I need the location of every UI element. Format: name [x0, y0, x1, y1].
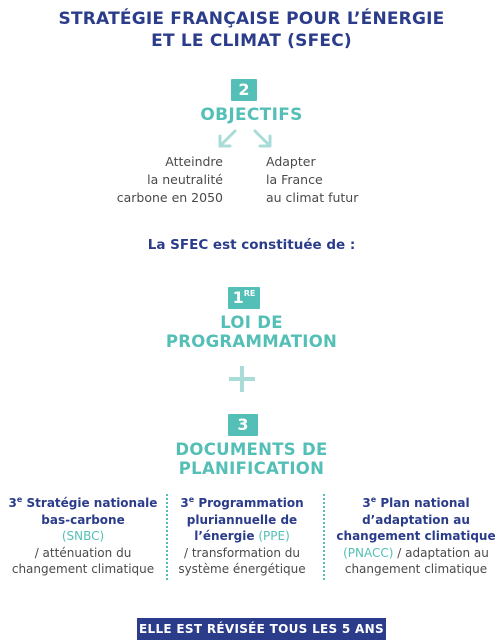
objective-left-line: la neutralité [147, 172, 223, 187]
document-snbc-acronym: (SNBC) [61, 529, 105, 543]
document-ordinal: 3 [8, 496, 17, 510]
plus-icon [227, 364, 257, 394]
document-title-part: Stratégie nationale [22, 496, 158, 510]
composition-label: La SFEC est constituée de : [147, 237, 356, 253]
document-snbc-title [2, 492, 164, 512]
law-heading-line-1: LOI DE [220, 313, 283, 332]
law-heading [0, 313, 503, 351]
column-separator [166, 494, 168, 580]
document-pnacc-desc-2: changement climatique [344, 562, 488, 576]
objectives-number-badge [231, 79, 257, 101]
revision-banner: ELLE EST RÉVISÉE TOUS LES 5 ANS [137, 618, 386, 640]
document-ppe-desc-1: / transformation du [183, 545, 301, 560]
document-pnacc [330, 492, 502, 578]
arrow-down-left-icon [216, 128, 238, 150]
objective-right-line: Adapter [266, 154, 316, 169]
objective-left-line: Atteindre [165, 154, 223, 169]
objective-left [90, 153, 223, 207]
documents-number-badge [228, 414, 258, 436]
document-ppe-title [170, 492, 314, 512]
law-heading-line-2: PROGRAMMATION [165, 332, 338, 351]
objective-right-line: au climat futur [266, 190, 359, 205]
document-snbc-desc-2: changement climatique [11, 562, 155, 576]
objective-left-line: carbone en 2050 [116, 190, 223, 205]
document-ppe-title-line-2: pluriannuelle de [186, 512, 298, 527]
law-number: 1 [232, 288, 244, 307]
document-snbc [2, 492, 164, 578]
law-number-badge [228, 287, 260, 309]
column-separator [323, 494, 325, 580]
document-title-part: Programmation [194, 496, 304, 510]
document-ppe [170, 492, 314, 578]
objective-right [266, 153, 406, 207]
objectives-heading: OBJECTIFS [200, 105, 303, 125]
document-snbc-desc-1: / atténuation du [34, 545, 132, 560]
document-pnacc-title-line-3: changement climatique [336, 529, 496, 543]
document-title-part: Plan national [376, 496, 470, 510]
documents-heading-line-2: PLANIFICATION [178, 459, 325, 478]
documents-heading [0, 440, 503, 478]
law-number-superscript: RE [243, 289, 256, 298]
document-ppe-desc-2: système énergétique [178, 562, 306, 576]
document-ppe-acronym: (PPE) [258, 529, 290, 543]
document-snbc-title-line-2: bas-carbone [41, 512, 125, 527]
document-ppe-title-line-3: l’énergie [194, 529, 255, 543]
page-title-line-2: ET LE CLIMAT (SFEC) [151, 31, 352, 51]
page-title [0, 8, 503, 52]
document-pnacc-title [330, 492, 502, 512]
document-ordinal: 3 [180, 496, 189, 510]
document-ordinal-sup: e [370, 495, 377, 504]
document-ordinal: 3 [362, 496, 371, 510]
document-pnacc-desc-1: / adaptation au [397, 545, 489, 560]
documents-number: 3 [237, 415, 249, 434]
documents-heading-line-1: DOCUMENTS DE [175, 440, 328, 459]
document-pnacc-title-line-2: d’adaptation au [362, 512, 470, 527]
document-ordinal-sup: e [16, 495, 23, 504]
document-pnacc-acronym: (PNACC) [343, 545, 394, 560]
objectives-number: 2 [238, 80, 250, 99]
objective-right-line: la France [266, 172, 323, 187]
document-ordinal-sup: e [188, 495, 195, 504]
arrow-down-right-icon [252, 128, 274, 150]
page-title-line-1: STRATÉGIE FRANÇAISE POUR L’ÉNERGIE [58, 9, 445, 29]
